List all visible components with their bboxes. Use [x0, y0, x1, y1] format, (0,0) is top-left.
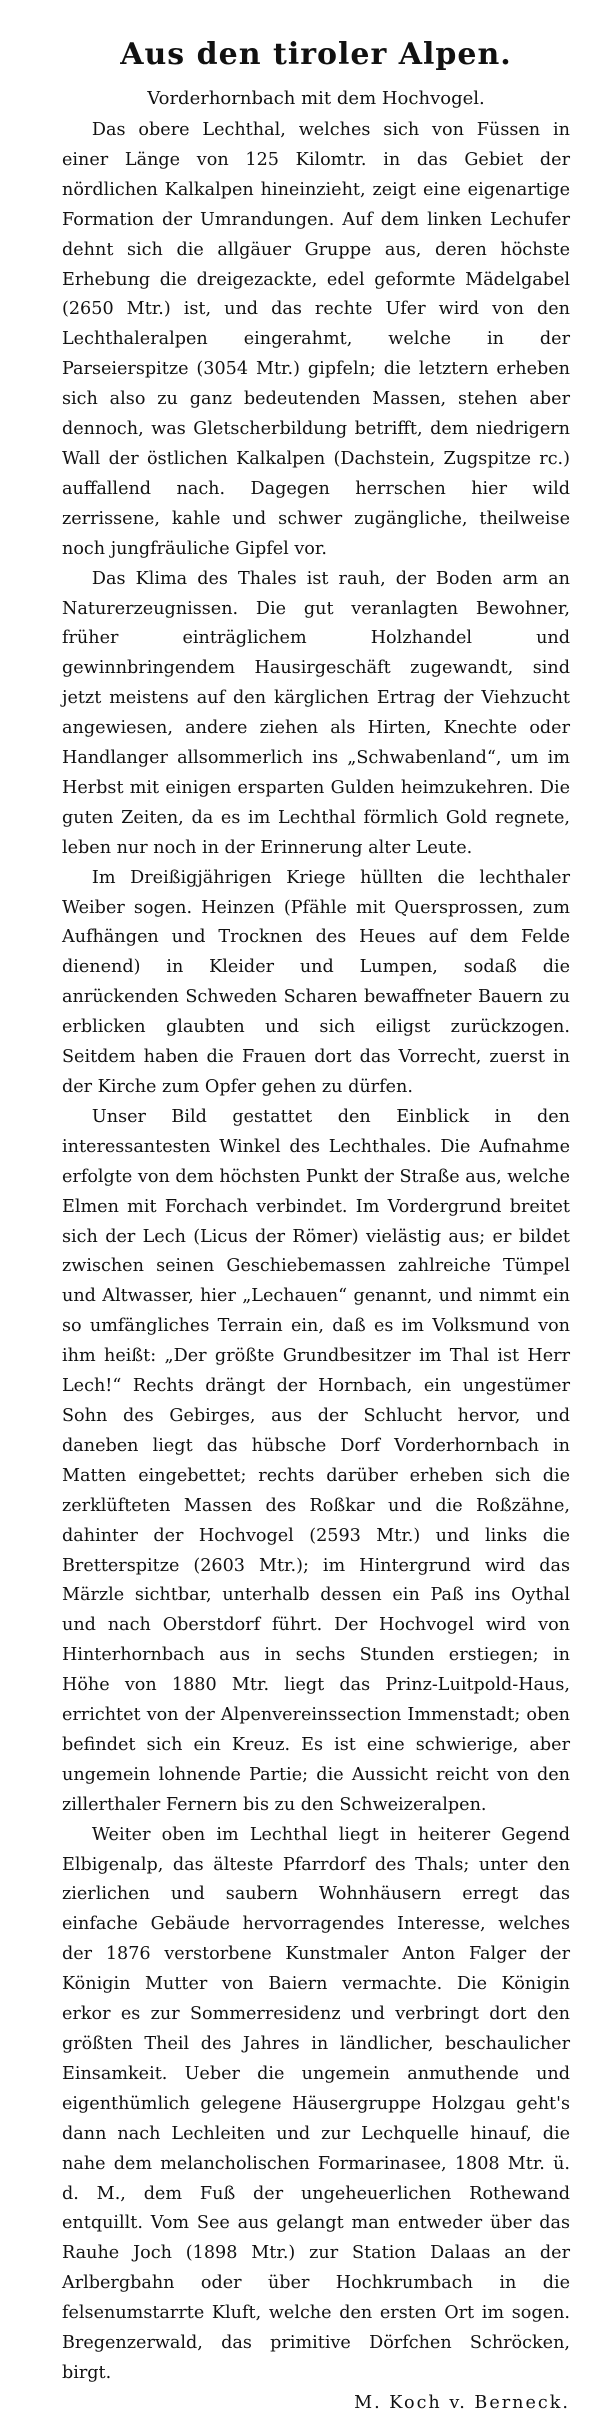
paragraph: Weiter oben im Lechthal liegt in heiterer Gegend Elbigenalp, das älteste Pfarrdorf des Thals; unter den zierlichen und saubern Wohnhäusern erregt das einfache Gebäude hervorragendes Interesse, welches der 1876 verstorbene Kunstmaler Anton Falger der Königin Mutter von Baiern vermachte. Die Königin erkor es zur Sommerresidenz und verbringt dort den größten Theil des Jahres in ländlicher, beschaulicher Einsamkeit. Ueber die ungemein anmuthende und eigenthümlich gelegene Häusergruppe Holzgau geht's dann nach Lechleiten und zur Lechquelle hinauf, die nahe dem melancholischen Formarinasee, 1808 Mtr. ü. d. M., dem Fuß der ungeheuerlichen Rothewand entquillt. Vom See aus gelangt man entweder über das Rauhe Joch (1898 Mtr.) zur Station Dalaas an der Arlbergbahn oder über Hochkrumbach in die felsenumstarrte Kluft, welche den ersten Ort im sogen. Bregenzerwald, das primitive Dörfchen Schröcken, birgt.: [62, 1824, 570, 2383]
author-signature: M. Koch v. Berneck.: [354, 2392, 570, 2413]
paragraph: Im Dreißigjährigen Kriege hüllten die lechthaler Weiber sogen. Heinzen (Pfähle mit Quersprossen, zum Aufhängen und Trocknen des Heues auf dem Felde dienend) in Kleider und Lumpen, sodaß die anrückenden Schweden Scharen bewaffneter Bauern zu erblicken glaubten und sich eiligst zurückzogen. Seitdem haben die Frauen dort das Vorrecht, zuerst in der Kirche zum Opfer gehen zu dürfen.: [62, 867, 570, 1097]
signature-line: [62, 2389, 570, 2419]
article-subtitle: Vorderhornbach mit dem Hochvogel.: [147, 88, 485, 109]
article-title: Aus den tiroler Alpen.: [120, 37, 512, 72]
paragraph: Das obere Lechthal, welches sich von Füssen in einer Länge von 125 Kilomtr. in das Gebiet der nördlichen Kalkalpen hineinzieht, zeigt eine eigenartige Formation der Umrandungen. Auf dem linken Lechufer dehnt sich die allgäuer Gruppe aus, deren höchste Erhebung die dreigezackte, edel geformte Mädelgabel (2650 Mtr.) ist, und das rechte Ufer wird von den Lechthaleralpen eingerahmt, welche in der Parseierspitze (3054 Mtr.) gipfeln; die letztern erheben sich also zu ganz bedeutenden Massen, stehen aber dennoch, was Gletscherbildung betrifft, dem niedrigern Wall der östlichen Kalkalpen (Dachstein, Zugspitze rc.) auffallend nach. Dagegen herrschen hier wild zerrissene, kahle und schwer zugängliche, theilweise noch jungfräuliche Gipfel vor.: [62, 120, 570, 559]
paragraph: Unser Bild gestattet den Einblick in den interessantesten Winkel des Lechthales. Die Aufnahme erfolgte von dem höchsten Punkt der Straße aus, welche Elmen mit Forchach verbindet. Im Vordergrund breitet sich der Lech (Licus der Römer) vielästig aus; er bildet zwischen seinen Geschiebemassen zahlreiche Tümpel und Altwasser, hier „Lechauen“ genannt, und nimmt ein so umfängliches Terrain ein, daß es im Volksmund von ihm heißt: „Der größte Grundbesitzer im Thal ist Herr Lech!“ Rechts drängt der Hornbach, ein ungestümer Sohn des Gebirges, aus der Schlucht hervor, und daneben liegt das hübsche Dorf Vorderhornbach in Matten eingebettet; rechts darüber erheben sich die zerklüfteten Massen des Roßkar und die Roßzähne, dahinter der Hochvogel (2593 Mtr.) und links die Bretterspitze (2603 Mtr.); im Hintergrund wird das Märzle sichtbar, unterhalb dessen ein Paß ins Oythal und nach Oberstdorf führt. Der Hochvogel wird von Hinterhornbach aus in sechs Stunden erstiegen; in Höhe von 1880 Mtr. liegt das Prinz-Luitpold-Haus, errichtet von der Alpenvereinssection Immenstadt; oben befindet sich ein Kreuz. Es ist eine schwierige, aber ungemein lohnende Partie; die Aussicht reicht von den zillerthaler Fernern bis zu den Schweizeralpen.: [62, 1106, 570, 1815]
paragraph: Das Klima des Thales ist rauh, der Boden arm an Naturerzeugnissen. Die gut veranlagten Bewohner, früher einträglichem Holzhandel und gewinnbringendem Hausirgeschäft zugewandt, sind jetzt meistens auf den kärglichen Ertrag der Viehzucht angewiesen, andere ziehen als Hirten, Knechte oder Handlanger allsommerlich ins „Schwabenland“, um im Herbst mit einigen ersparten Gulden heimzukehren. Die guten Zeiten, da es im Lechthal förmlich Gold regnete, leben nur noch in der Erinnerung alter Leute.: [62, 568, 570, 858]
